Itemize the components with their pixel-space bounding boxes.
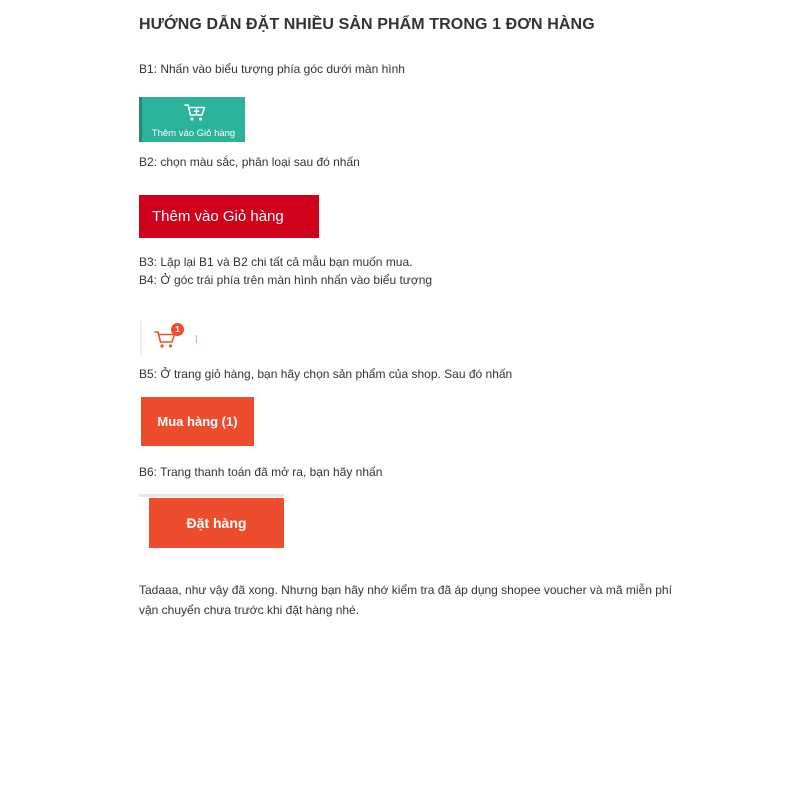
footer-note: Tadaaa, như vậy đã xong. Nhưng bạn hãy nhớ kiểm tra đã áp dụng shopee voucher và mã miễn phí vận chuyển chưa trước khi đặt hàng nhé. (139, 583, 672, 617)
step-b5-text: B5: Ở trang giỏ hàng, bạn hãy chọn sản phẩm của shop. Sau đó nhấn (139, 367, 513, 381)
cart-with-badge-button[interactable] (140, 321, 202, 355)
add-to-cart-teal-button[interactable] (139, 97, 245, 142)
divider (196, 335, 197, 343)
buy-button[interactable]: Mua hàng (1) (141, 397, 254, 446)
add-to-cart-red-button[interactable]: Thêm vào Giỏ hàng (139, 195, 319, 238)
step-b3-text: B3: Lặp lại B1 và B2 chi tất cả mẫu bạn muốn mua. (139, 255, 413, 269)
add-to-cart-teal-label: Thêm vào Giỏ hàng (151, 128, 236, 139)
place-order-button[interactable]: Đặt hàng (149, 498, 284, 548)
cart-plus-icon (184, 103, 208, 123)
step-b4-text: B4: Ở góc trái phía trên màn hình nhấn vào biểu tượng (139, 273, 433, 287)
step-b2-text: B2: chọn màu sắc, phân loại sau đó nhấn (139, 155, 360, 169)
page-title: HƯỚNG DẪN ĐẶT NHIỀU SẢN PHẨM TRONG 1 ĐƠN HÀNG (139, 16, 595, 33)
cart-count-badge: 1 (171, 323, 184, 336)
step-b6-text: B6: Trang thanh toán đã mở ra, bạn hãy nhấn (139, 465, 383, 479)
step-b1-text: B1: Nhấn vào biểu tượng phía góc dưới màn hình (139, 62, 405, 76)
